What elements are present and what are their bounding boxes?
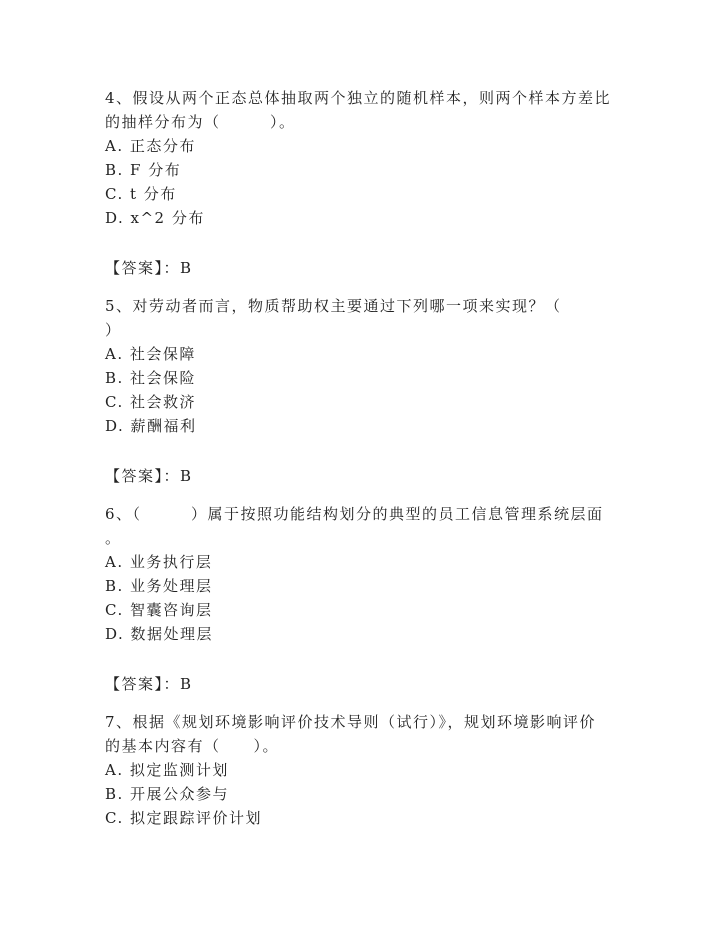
question-6-answer: 【答案】：B [105,675,193,693]
question-4-stem-line-1: 4、假设从两个正态总体抽取两个独立的随机样本，则两个样本方差比 [105,89,612,107]
question-4-stem-line-2: 的抽样分布为（ ）。 [105,113,296,131]
question-6-stem-line-2: 。 [105,529,122,547]
question-7-option-b: B. 开展公众参与 [105,785,230,803]
question-4-answer: 【答案】：B [105,259,193,277]
question-5-option-d: D. 薪酬福利 [105,417,197,435]
question-7-option-a: A. 拟定监测计划 [105,761,229,779]
question-4-option-c: C. t 分布 [105,185,177,203]
question-6-option-c: C. 智囊咨询层 [105,601,213,619]
question-6-stem-line-1: 6、（ ）属于按照功能结构划分的典型的员工信息管理系统层面 [105,505,604,523]
question-5-option-c: C. 社会救济 [105,393,196,411]
question-7-option-c: C. 拟定跟踪评价计划 [105,809,262,827]
question-5-answer: 【答案】：B [105,467,193,485]
question-6-option-a: A. 业务执行层 [105,553,213,571]
question-7-stem-line-2: 的基本内容有（ ）。 [105,737,280,755]
question-5-stem-line-1: 5、对劳动者而言，物质帮助权主要通过下列哪一项来实现？（ [105,297,562,315]
question-5-option-a: A. 社会保障 [105,345,196,363]
question-7-stem-line-1: 7、根据《规划环境影响评价技术导则（试行）》，规划环境影响评价 [105,713,597,731]
question-5-option-b: B. 社会保险 [105,369,197,387]
question-6-option-d: D. 数据处理层 [105,625,214,643]
question-4-option-b: B. F 分布 [105,161,182,179]
question-4-option-a: A. 正态分布 [105,137,196,155]
question-4-option-d: D. x^2 分布 [105,209,205,227]
question-5-stem-line-2: ） [105,321,122,339]
question-6-option-b: B. 业务处理层 [105,577,213,595]
